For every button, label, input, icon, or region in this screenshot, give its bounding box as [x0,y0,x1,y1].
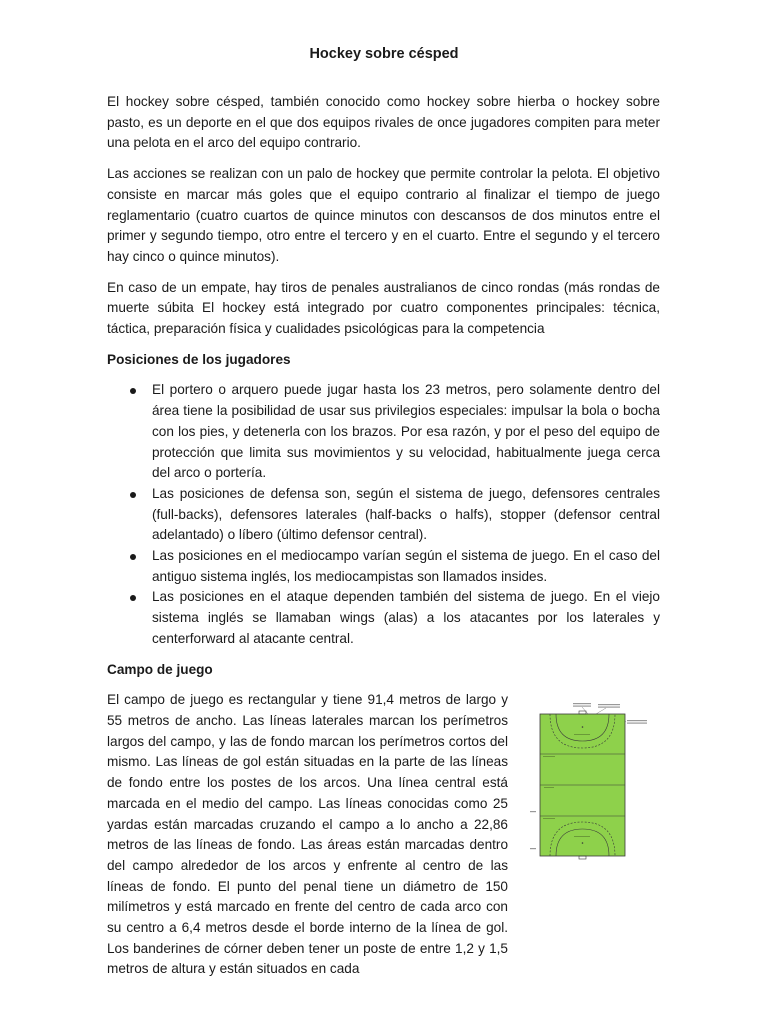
positions-heading: Posiciones de los jugadores [107,351,291,367]
list-item: Las posiciones de defensa son, según el sistema de juego, defensores centrales (full-backs), defensores laterales (half-backs o halfs), stopper (defensor central adelantado) o líbero (último defensor central). [152,484,660,546]
field-section [107,690,660,990]
document-title: Hockey sobre césped [309,46,459,62]
field-heading: Campo de juego [107,661,213,677]
list-item: El portero o arquero puede jugar hasta los 23 metros, pero solamente dentro del área tiene la posibilidad de usar sus privilegios especiales: impulsar la bola o bocha con los pies, y detenerla con los brazos. Por esa razón, y por el peso del equipo de protección que limita sus movimientos y su velocidad, habitualmente juega cerca del arco o portería. [152,380,660,484]
intro-paragraph: Las acciones se realizan con un palo de hockey que permite controlar la pelota. El objetivo consiste en marcar más goles que el equipo contrario al finalizar el tiempo de juego reglamentario (cuatro cuartos de quince minutos con descansos de dos minutos entre el primer y segundo tiempo, otro entre el tercero y en el cuarto. Entre el segundo y el tercero hay cinco o quince minutos). [107,166,660,264]
list-item: Las posiciones en el ataque dependen también del sistema de juego. En el viejo sistema inglés se llamaban wings (alas) a los atacantes por los laterales y centerforward al atacante central. [152,587,660,649]
intro-paragraph: En caso de un empate, hay tiros de penales australianos de cinco rondas (más rondas de muerte súbita El hockey está integrado por cuatro componentes principales: técnica, táctica, preparación física y cualidades psicológicas para la competencia [107,279,660,337]
field-paragraph: El campo de juego es rectangular y tiene 91,4 metros de largo y 55 metros de ancho. Las líneas laterales marcan los perímetros largos del campo, y las de fondo marcan los perímetros cortos del mismo. Las líneas de gol están situadas en la parte de las líneas de fondo entre los postes de los arcos. Una línea central está marcada en el medio del campo. Las líneas conocidas como 25 yardas están marcadas cruzando el campo a lo ancho a 22,86 metros de las líneas de fondo. Las áreas están marcadas dentro del campo alrededor de los arcos y enfrente al centro de las líneas de fondo. El punto del penal tiene un diámetro de 150 milímetros y está marcado en frente del centro de cada arco con su centro a 6,4 metros desde el borde interno de la línea de gol. Los banderines de córner deben tener un poste de entre 1,2 y 1,5 metros de altura y están situados en cada [107,692,508,977]
field-svg [530,698,660,873]
list-item: Las posiciones en el mediocampo varían según el sistema de juego. En el caso del antiguo sistema inglés, los mediocampistas son llamados insides. [152,546,660,587]
document-body [107,92,660,990]
intro-paragraph: El hockey sobre césped, también conocido como hockey sobre hierba o hockey sobre pasto, es un deporte en el que dos equipos rivales de once jugadores compiten para meter una pelota en el arco del equipo contrario. [107,94,660,151]
hockey-field-diagram [530,698,660,873]
positions-list [107,380,660,649]
